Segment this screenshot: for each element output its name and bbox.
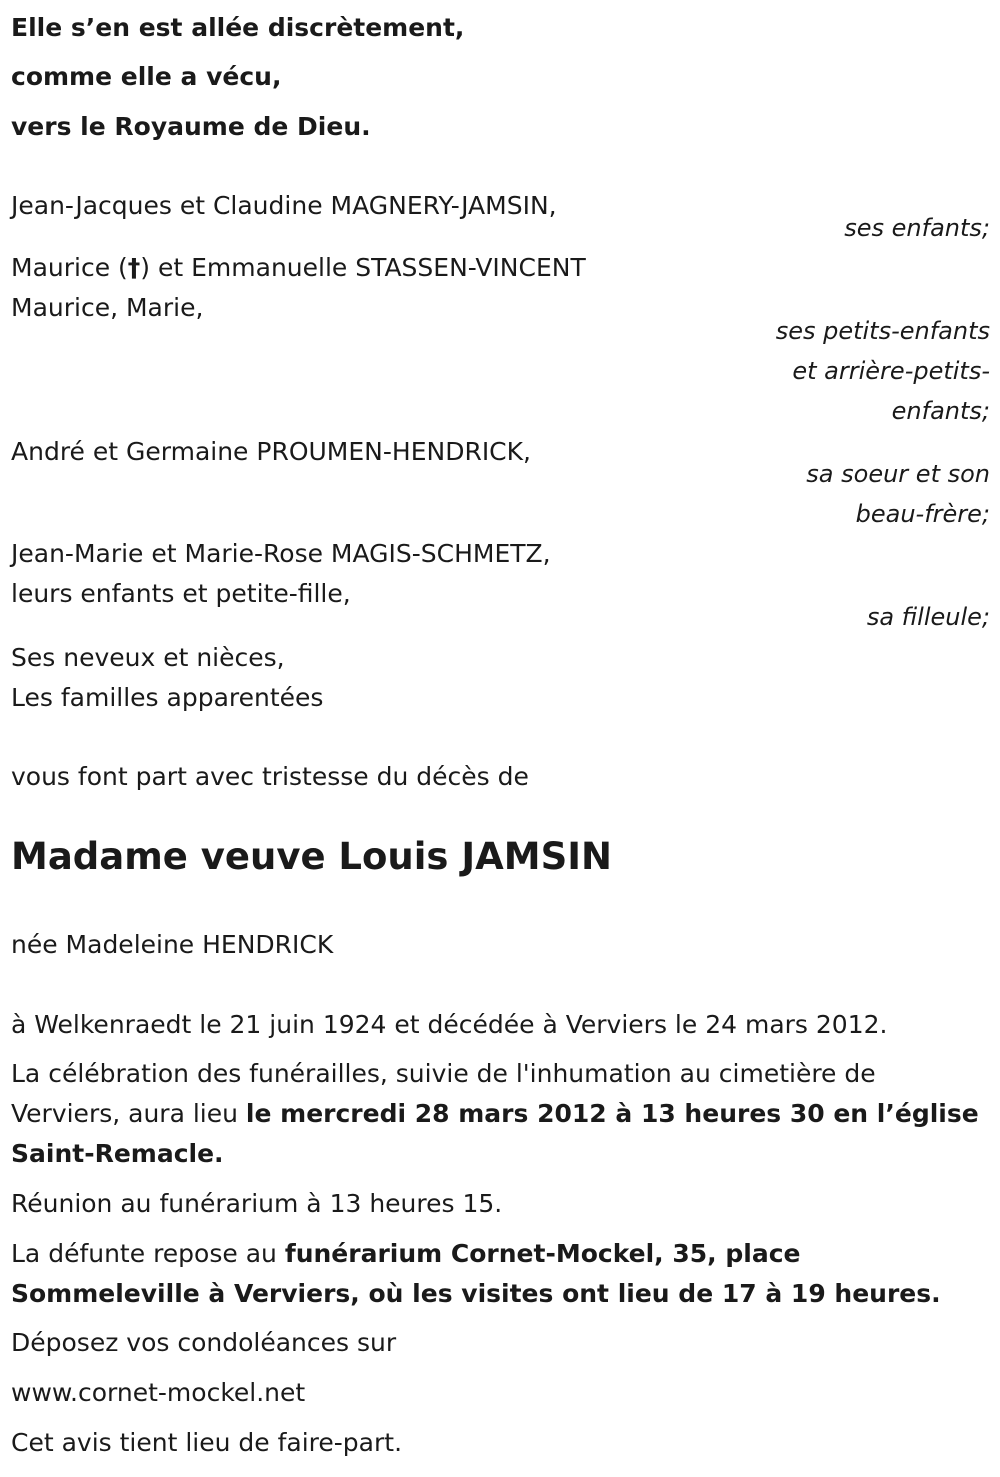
goddaughter-role: sa filleule; (866, 603, 990, 631)
born-name: née Madeleine HENDRICK (11, 930, 334, 959)
repose-line-1 (11, 1241, 800, 1266)
grandchildren-line-2: Maurice, Marie, (11, 293, 204, 322)
repose-line-1-plain: La défunte repose au (11, 1239, 285, 1268)
motto-line-2: comme elle a vécu, (11, 62, 282, 91)
funeral-line-3: Saint-Remacle. (11, 1139, 224, 1168)
cross-icon: † (127, 253, 141, 282)
announcement: vous font part avec tristesse du décès de (11, 762, 529, 791)
funeral-line-2-bold: le mercredi 28 mars 2012 à 13 heures 30 en l’église (245, 1099, 979, 1128)
funeral-line-2 (11, 1101, 979, 1126)
repose-line-1-bold: funérarium Cornet-Mockel, 35, place (284, 1239, 801, 1268)
repose-line-2: Sommeleville à Verviers, où les visites ont lieu de 17 à 19 heures. (11, 1279, 941, 1308)
sister-role-2: beau-frère; (855, 500, 990, 528)
grandchildren-line-1a: Maurice ( (11, 253, 128, 282)
footer-note: Cet avis tient lieu de faire-part. (11, 1428, 403, 1457)
motto-line-3: vers le Royaume de Dieu. (11, 112, 371, 141)
grandchildren-role-2: et arrière-petits- (792, 357, 990, 385)
others-line-2: Les familles apparentées (11, 683, 324, 712)
meeting-info: Réunion au funérarium à 13 heures 15. (11, 1189, 503, 1218)
funeral-line-2-plain: Verviers, aura lieu (11, 1099, 246, 1128)
grandchildren-line-1b: ) et Emmanuelle STASSEN-VINCENT (140, 253, 586, 282)
grandchildren-line-1 (11, 255, 586, 280)
children-names: Jean-Jacques et Claudine MAGNERY-JAMSIN, (11, 191, 557, 220)
birth-death-dates: à Welkenraedt le 21 juin 1924 et décédée à Verviers le 24 mars 2012. (11, 1010, 888, 1039)
website-link[interactable]: www.cornet-mockel.net (11, 1378, 306, 1407)
goddaughter-names-1: Jean-Marie et Marie-Rose MAGIS-SCHMETZ, (11, 539, 551, 568)
goddaughter-names-2: leurs enfants et petite-fille, (11, 579, 351, 608)
funeral-line-1: La célébration des funérailles, suivie de l'inhumation au cimetière de (11, 1059, 876, 1088)
sister-role-1: sa soeur et son (806, 460, 990, 488)
others-line-1: Ses neveux et nièces, (11, 643, 285, 672)
grandchildren-role-1: ses petits-enfants (775, 317, 990, 345)
motto-line-1: Elle s’en est allée discrètement, (11, 13, 465, 42)
condolences-text: Déposez vos condoléances sur (11, 1328, 397, 1357)
children-role: ses enfants; (844, 214, 990, 242)
deceased-name: Madame veuve Louis JAMSIN (11, 835, 612, 878)
sister-names: André et Germaine PROUMEN-HENDRICK, (11, 437, 531, 466)
grandchildren-role-3: enfants; (891, 397, 990, 425)
